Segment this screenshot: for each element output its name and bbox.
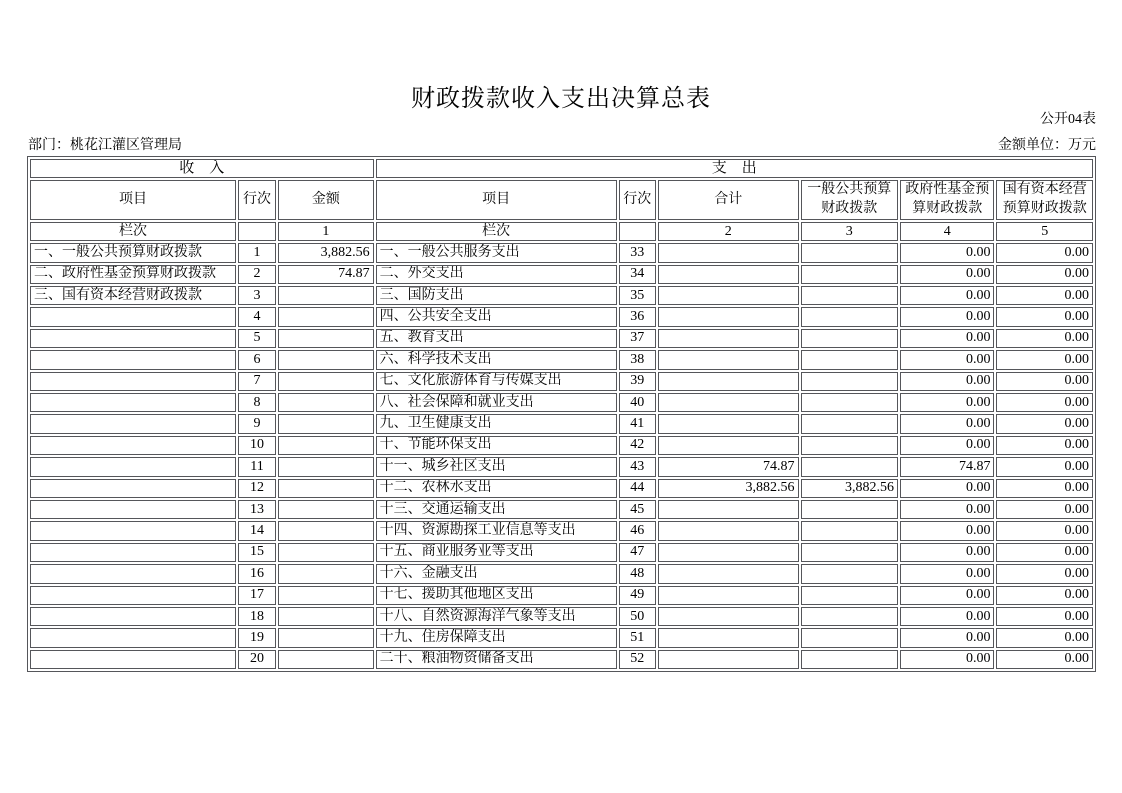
expense-total-cell — [658, 243, 799, 262]
income-item-cell — [30, 457, 236, 476]
income-item-cell — [30, 350, 236, 369]
expense-item-cell: 十一、城乡社区支出 — [376, 457, 617, 476]
expense-line-index — [619, 222, 656, 241]
income-amount-cell — [278, 500, 373, 519]
expense-section-header: 支 出 — [376, 159, 1093, 178]
expense-line-cell: 38 — [619, 350, 656, 369]
income-item-cell — [30, 329, 236, 348]
expense-gov-fund-cell: 0.00 — [900, 329, 994, 348]
expense-item-cell: 一、一般公共服务支出 — [376, 243, 617, 262]
column-index-row — [30, 222, 1093, 241]
table-row — [30, 479, 1093, 498]
expense-item-cell: 九、卫生健康支出 — [376, 414, 617, 433]
table-row — [30, 607, 1093, 626]
expense-gov-fund-cell: 0.00 — [900, 521, 994, 540]
expense-total-cell — [658, 586, 799, 605]
expense-item-cell: 八、社会保障和就业支出 — [376, 393, 617, 412]
expense-general-budget-cell — [801, 586, 898, 605]
income-line-index — [238, 222, 276, 241]
expense-line-cell: 51 — [619, 628, 656, 647]
income-amount-cell — [278, 457, 373, 476]
expense-total-cell: 3,882.56 — [658, 479, 799, 498]
expense-general-budget-cell — [801, 628, 898, 647]
expense-gov-fund-cell: 74.87 — [900, 457, 994, 476]
expense-general-budget-cell — [801, 500, 898, 519]
expense-total-cell — [658, 393, 799, 412]
expense-state-capital-cell: 0.00 — [996, 500, 1093, 519]
expense-line-cell: 46 — [619, 521, 656, 540]
income-line-cell: 4 — [238, 307, 276, 326]
table-row — [30, 286, 1093, 305]
expense-line-cell: 50 — [619, 607, 656, 626]
income-amount-index: 1 — [278, 222, 373, 241]
expense-state-capital-cell: 0.00 — [996, 521, 1093, 540]
income-amount-cell — [278, 286, 373, 305]
income-amount-cell — [278, 607, 373, 626]
income-item-cell — [30, 436, 236, 455]
expense-line-cell: 48 — [619, 564, 656, 583]
expense-line-cell: 40 — [619, 393, 656, 412]
expense-gov-fund-cell: 0.00 — [900, 628, 994, 647]
page-title: 财政拨款收入支出决算总表 — [411, 86, 711, 112]
expense-line-header: 行次 — [619, 180, 656, 220]
income-line-cell: 9 — [238, 414, 276, 433]
income-line-cell: 8 — [238, 393, 276, 412]
expense-line-cell: 35 — [619, 286, 656, 305]
income-amount-cell — [278, 350, 373, 369]
income-index-label: 栏次 — [30, 222, 236, 241]
table-row — [30, 436, 1093, 455]
expense-general-budget-cell — [801, 372, 898, 391]
expense-item-cell: 十、节能环保支出 — [376, 436, 617, 455]
expense-line-cell: 33 — [619, 243, 656, 262]
table-row — [30, 372, 1093, 391]
income-line-cell: 15 — [238, 543, 276, 562]
expense-item-cell: 十七、援助其他地区支出 — [376, 586, 617, 605]
expense-gov-fund-cell: 0.00 — [900, 393, 994, 412]
income-line-cell: 12 — [238, 479, 276, 498]
expense-general-budget-cell — [801, 521, 898, 540]
income-item-cell — [30, 564, 236, 583]
income-line-cell: 11 — [238, 457, 276, 476]
capital-index: 5 — [996, 222, 1093, 241]
expense-total-cell — [658, 564, 799, 583]
income-amount-cell — [278, 564, 373, 583]
expense-state-capital-cell: 0.00 — [996, 607, 1093, 626]
table-row — [30, 243, 1093, 262]
expense-state-capital-cell: 0.00 — [996, 414, 1093, 433]
expense-total-cell — [658, 543, 799, 562]
fund-index: 4 — [900, 222, 994, 241]
expense-gov-fund-cell: 0.00 — [900, 307, 994, 326]
expense-general-budget-cell — [801, 543, 898, 562]
expense-item-cell: 十六、金融支出 — [376, 564, 617, 583]
expense-gov-fund-cell: 0.00 — [900, 436, 994, 455]
income-item-cell — [30, 307, 236, 326]
expense-general-budget-cell — [801, 393, 898, 412]
expense-total-cell — [658, 307, 799, 326]
income-line-cell: 10 — [238, 436, 276, 455]
expense-line-cell: 43 — [619, 457, 656, 476]
income-line-header: 行次 — [238, 180, 276, 220]
expense-line-cell: 49 — [619, 586, 656, 605]
expense-line-cell: 44 — [619, 479, 656, 498]
table-row — [30, 521, 1093, 540]
expense-item-cell: 二十、粮油物资储备支出 — [376, 650, 617, 669]
table-row — [30, 628, 1093, 647]
income-line-cell: 5 — [238, 329, 276, 348]
table-code-label: 公开04表 — [1040, 112, 1096, 127]
expense-total-cell — [658, 628, 799, 647]
section-header-row — [30, 159, 1093, 178]
income-item-cell — [30, 628, 236, 647]
expense-item-cell: 四、公共安全支出 — [376, 307, 617, 326]
expense-gov-fund-cell: 0.00 — [900, 479, 994, 498]
expense-state-capital-cell: 0.00 — [996, 393, 1093, 412]
income-amount-header: 金额 — [278, 180, 373, 220]
expense-line-cell: 36 — [619, 307, 656, 326]
table-row — [30, 650, 1093, 669]
income-line-cell: 7 — [238, 372, 276, 391]
expense-item-cell: 十四、资源勘探工业信息等支出 — [376, 521, 617, 540]
table-row — [30, 500, 1093, 519]
expense-state-capital-cell: 0.00 — [996, 329, 1093, 348]
expense-item-cell: 三、国防支出 — [376, 286, 617, 305]
table-row — [30, 586, 1093, 605]
income-line-cell: 14 — [238, 521, 276, 540]
expense-state-capital-cell: 0.00 — [996, 372, 1093, 391]
expense-total-cell — [658, 350, 799, 369]
income-amount-cell — [278, 628, 373, 647]
income-line-cell: 13 — [238, 500, 276, 519]
income-amount-cell — [278, 393, 373, 412]
income-item-cell — [30, 479, 236, 498]
table-row — [30, 414, 1093, 433]
expense-total-cell — [658, 650, 799, 669]
income-item-cell: 一、一般公共预算财政拨款 — [30, 243, 236, 262]
expense-general-budget-cell — [801, 650, 898, 669]
income-line-cell: 3 — [238, 286, 276, 305]
column-header-row — [30, 180, 1093, 220]
expense-item-header: 项目 — [376, 180, 617, 220]
expense-general-budget-cell: 3,882.56 — [801, 479, 898, 498]
expense-general-budget-cell — [801, 243, 898, 262]
income-amount-cell — [278, 414, 373, 433]
table-row — [30, 564, 1093, 583]
amount-unit-label: 金额单位：万元 — [998, 138, 1096, 153]
gov-fund-header: 政府性基金预算财政拨款 — [900, 180, 994, 220]
income-item-header: 项目 — [30, 180, 236, 220]
income-item-cell — [30, 521, 236, 540]
expense-item-cell: 十九、住房保障支出 — [376, 628, 617, 647]
income-item-cell — [30, 372, 236, 391]
expense-index-label: 栏次 — [376, 222, 617, 241]
income-item-cell: 三、国有资本经营财政拨款 — [30, 286, 236, 305]
expense-state-capital-cell: 0.00 — [996, 243, 1093, 262]
income-amount-cell — [278, 650, 373, 669]
expense-total-header: 合计 — [658, 180, 799, 220]
income-item-cell — [30, 393, 236, 412]
income-item-cell — [30, 500, 236, 519]
expense-line-cell: 39 — [619, 372, 656, 391]
income-line-cell: 2 — [238, 265, 276, 284]
state-capital-header: 国有资本经营预算财政拨款 — [996, 180, 1093, 220]
expense-line-cell: 42 — [619, 436, 656, 455]
expense-total-cell — [658, 436, 799, 455]
expense-general-budget-cell — [801, 436, 898, 455]
income-line-cell: 20 — [238, 650, 276, 669]
expense-item-cell: 十八、自然资源海洋气象等支出 — [376, 607, 617, 626]
expense-line-cell: 34 — [619, 265, 656, 284]
income-item-cell — [30, 607, 236, 626]
table-row — [30, 350, 1093, 369]
expense-gov-fund-cell: 0.00 — [900, 350, 994, 369]
table-row — [30, 393, 1093, 412]
expense-item-cell: 七、文化旅游体育与传媒支出 — [376, 372, 617, 391]
expense-state-capital-cell: 0.00 — [996, 586, 1093, 605]
income-amount-cell: 74.87 — [278, 265, 373, 284]
expense-gov-fund-cell: 0.00 — [900, 564, 994, 583]
income-item-cell — [30, 414, 236, 433]
income-amount-cell — [278, 329, 373, 348]
expense-state-capital-cell: 0.00 — [996, 457, 1093, 476]
expense-total-cell: 74.87 — [658, 457, 799, 476]
income-amount-cell — [278, 586, 373, 605]
income-line-cell: 19 — [238, 628, 276, 647]
expense-general-budget-cell — [801, 350, 898, 369]
general-index: 3 — [801, 222, 898, 241]
expense-gov-fund-cell: 0.00 — [900, 650, 994, 669]
expense-item-cell: 十五、商业服务业等支出 — [376, 543, 617, 562]
expense-total-cell — [658, 521, 799, 540]
expense-state-capital-cell: 0.00 — [996, 350, 1093, 369]
income-line-cell: 18 — [238, 607, 276, 626]
expense-general-budget-cell — [801, 457, 898, 476]
expense-total-cell — [658, 265, 799, 284]
income-amount-cell — [278, 372, 373, 391]
expense-state-capital-cell: 0.00 — [996, 307, 1093, 326]
expense-line-cell: 37 — [619, 329, 656, 348]
expense-general-budget-cell — [801, 329, 898, 348]
expense-general-budget-cell — [801, 414, 898, 433]
expense-item-cell: 十三、交通运输支出 — [376, 500, 617, 519]
expense-state-capital-cell: 0.00 — [996, 650, 1093, 669]
expense-line-cell: 41 — [619, 414, 656, 433]
expense-general-budget-cell — [801, 286, 898, 305]
income-section-header: 收 入 — [30, 159, 374, 178]
expense-gov-fund-cell: 0.00 — [900, 243, 994, 262]
expense-line-cell: 52 — [619, 650, 656, 669]
income-line-cell: 16 — [238, 564, 276, 583]
expense-item-cell: 六、科学技术支出 — [376, 350, 617, 369]
expense-total-cell — [658, 286, 799, 305]
expense-total-cell — [658, 414, 799, 433]
expense-state-capital-cell: 0.00 — [996, 543, 1093, 562]
total-index: 2 — [658, 222, 799, 241]
expense-gov-fund-cell: 0.00 — [900, 586, 994, 605]
table-row — [30, 543, 1093, 562]
expense-state-capital-cell: 0.00 — [996, 265, 1093, 284]
table-row — [30, 265, 1093, 284]
income-amount-cell — [278, 543, 373, 562]
income-line-cell: 6 — [238, 350, 276, 369]
expense-state-capital-cell: 0.00 — [996, 286, 1093, 305]
expense-state-capital-cell: 0.00 — [996, 628, 1093, 647]
expense-gov-fund-cell: 0.00 — [900, 286, 994, 305]
expense-total-cell — [658, 329, 799, 348]
table-body — [30, 159, 1093, 669]
expense-total-cell — [658, 372, 799, 391]
income-item-cell — [30, 586, 236, 605]
department-label: 部门：桃花江灌区管理局 — [28, 138, 182, 153]
expense-general-budget-cell — [801, 265, 898, 284]
expense-item-cell: 五、教育支出 — [376, 329, 617, 348]
expense-state-capital-cell: 0.00 — [996, 479, 1093, 498]
expense-gov-fund-cell: 0.00 — [900, 607, 994, 626]
expense-general-budget-cell — [801, 607, 898, 626]
expense-line-cell: 45 — [619, 500, 656, 519]
income-amount-cell — [278, 307, 373, 326]
expense-state-capital-cell: 0.00 — [996, 436, 1093, 455]
expense-total-cell — [658, 607, 799, 626]
expense-gov-fund-cell: 0.00 — [900, 543, 994, 562]
income-item-cell — [30, 543, 236, 562]
expense-total-cell — [658, 500, 799, 519]
income-line-cell: 17 — [238, 586, 276, 605]
general-budget-header: 一般公共预算财政拨款 — [801, 180, 898, 220]
expense-state-capital-cell: 0.00 — [996, 564, 1093, 583]
expense-general-budget-cell — [801, 564, 898, 583]
income-amount-cell — [278, 436, 373, 455]
income-line-cell: 1 — [238, 243, 276, 262]
income-amount-cell: 3,882.56 — [278, 243, 373, 262]
expense-line-cell: 47 — [619, 543, 656, 562]
table-row — [30, 457, 1093, 476]
income-item-cell — [30, 650, 236, 669]
expense-gov-fund-cell: 0.00 — [900, 265, 994, 284]
table-row — [30, 329, 1093, 348]
expense-item-cell: 二、外交支出 — [376, 265, 617, 284]
income-amount-cell — [278, 521, 373, 540]
table-row — [30, 307, 1093, 326]
expense-gov-fund-cell: 0.00 — [900, 372, 994, 391]
expense-general-budget-cell — [801, 307, 898, 326]
income-amount-cell — [278, 479, 373, 498]
expense-gov-fund-cell: 0.00 — [900, 414, 994, 433]
expense-item-cell: 十二、农林水支出 — [376, 479, 617, 498]
fiscal-summary-table — [27, 156, 1096, 672]
income-item-cell: 二、政府性基金预算财政拨款 — [30, 265, 236, 284]
expense-gov-fund-cell: 0.00 — [900, 500, 994, 519]
